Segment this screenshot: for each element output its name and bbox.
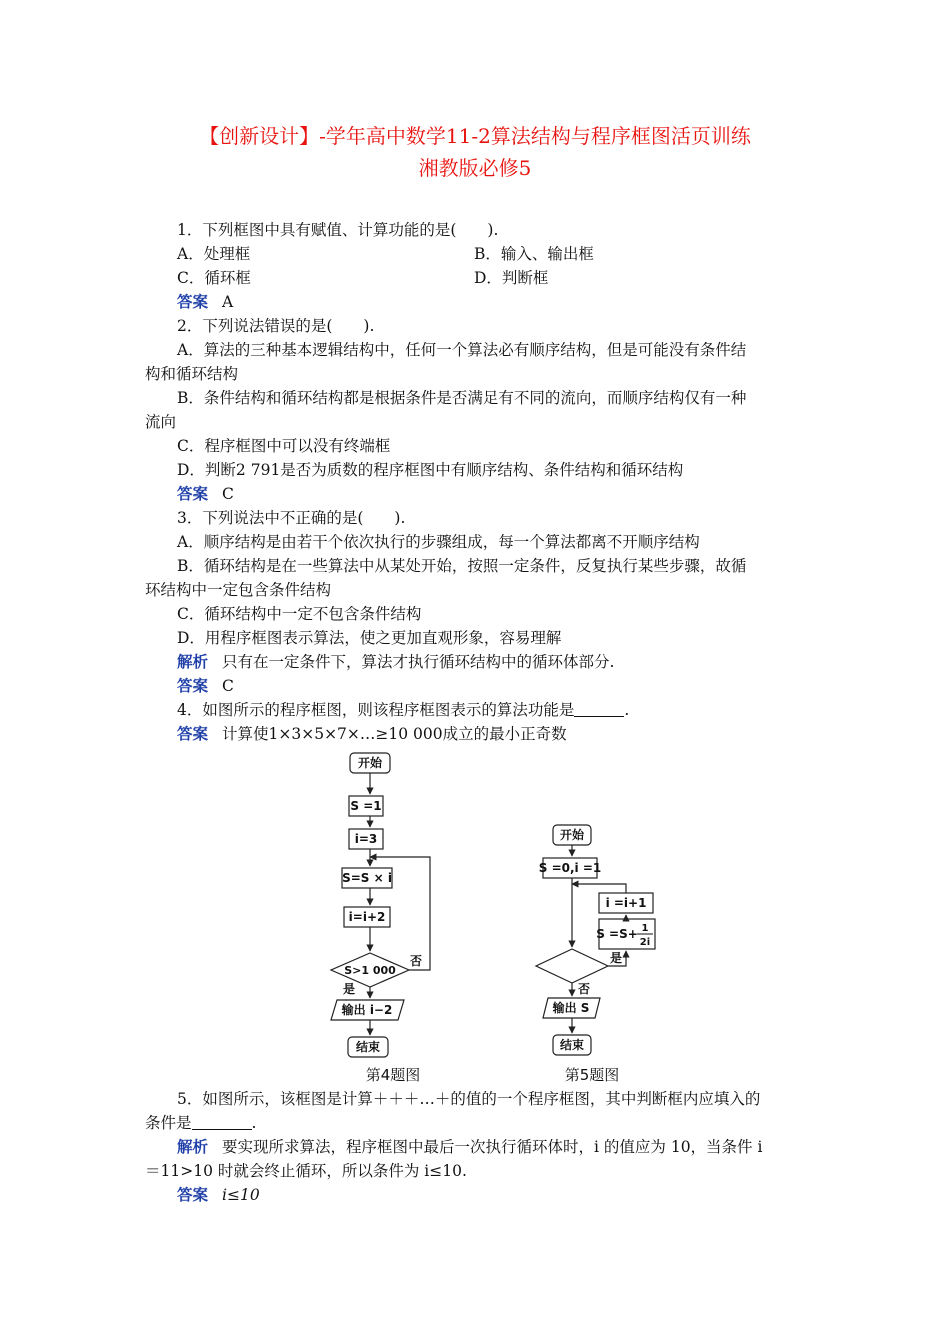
q2-option-b-line-1: B．条件结构和循环结构都是根据条件是否满足有不同的流向，而顺序结构仅有一种	[177, 389, 747, 407]
q1-option-c: C．循环框	[177, 269, 251, 287]
q5-answer-row	[177, 1184, 260, 1206]
q5-stem-end: .	[251, 1114, 257, 1132]
q3-option-d: D．用程序框图表示算法，使之更加直观形象，容易理解	[177, 629, 562, 647]
q3-option-b-line-2: 环结构中一定包含条件结构	[145, 581, 332, 599]
fig5-caption: 第5题图	[564, 1066, 620, 1084]
analysis-label: 解析	[177, 652, 209, 671]
fig5-output-label: 输出 S	[552, 1001, 590, 1015]
answer-label: 答案	[177, 676, 209, 695]
fig4-mult-label: S=S × i	[342, 871, 392, 885]
q2-answer-row	[177, 483, 234, 505]
q4-stem: 4．如图所示的程序框图，则该程序框图表示的算法功能是	[177, 701, 575, 719]
q4-blank	[574, 701, 624, 717]
q2-stem: 2．下列说法错误的是( ).	[177, 317, 375, 335]
q2-option-a-line-2: 构和循环结构	[145, 365, 239, 383]
fig4-yes-label: 是	[342, 982, 356, 996]
fig4-inc-label: i=i+2	[348, 910, 386, 924]
fig4-no-label: 否	[409, 954, 423, 968]
q4-answer: 计算使1×3×5×7×…≥10 000成立的最小正奇数	[222, 725, 567, 743]
q1-option-b: B．输入、输出框	[474, 245, 594, 263]
q3-analysis-row	[177, 651, 614, 673]
fig5-start-label: 开始	[559, 828, 585, 842]
fig4-end-label: 结束	[355, 1040, 381, 1054]
q2-option-c: C．程序框图中可以没有终端框	[177, 437, 391, 455]
q1-answer-row	[177, 291, 233, 313]
q1-answer: A	[222, 293, 234, 311]
answer-label: 答案	[177, 724, 209, 743]
fig5-no-label: 否	[577, 982, 591, 996]
q2-answer: C	[222, 485, 234, 503]
fig5-yes-label: 是	[609, 951, 623, 965]
q3-analysis: 只有在一定条件下，算法才执行循环结构中的循环体部分.	[222, 653, 615, 671]
q3-option-a: A．顺序结构是由若干个依次执行的步骤组成，每一个算法都离不开顺序结构	[177, 533, 700, 551]
answer-label: 答案	[177, 484, 209, 503]
q3-stem: 3．下列说法中不正确的是( ).	[177, 509, 406, 527]
q2-option-b-line-2: 流向	[145, 413, 177, 431]
q4-stem-row	[177, 699, 629, 721]
fig5-init-label: S =0,i =1	[538, 861, 602, 875]
q5-stem-line-2-row	[145, 1112, 256, 1134]
q2-option-d: D．判断2 791是否为质数的程序框图中有顺序结构、条件结构和循环结构	[177, 461, 684, 479]
answer-label: 答案	[177, 1185, 209, 1204]
fig4-cond-label: S>1 000	[344, 964, 396, 977]
q2-option-a-line-1: A．算法的三种基本逻辑结构中，任何一个算法必有顺序结构，但是可能没有条件结	[177, 341, 747, 359]
fig4-output-label: 输出 i−2	[341, 1003, 393, 1017]
fig5-sum-denominator: 2i	[639, 937, 651, 948]
q5-answer: i≤10	[222, 1186, 260, 1204]
q5-stem-line-2: 条件是	[145, 1114, 192, 1132]
fig5-end-label: 结束	[559, 1038, 585, 1052]
q3-answer: C	[222, 677, 234, 695]
fig4-s-init-label: S =1	[350, 799, 382, 813]
q1-option-d: D．判断框	[474, 269, 549, 287]
q3-answer-row	[177, 675, 234, 697]
fig5-sum-numerator: 1	[641, 923, 649, 934]
fig5-sum-prefix: S =S+	[596, 927, 638, 941]
fig5-decision-diamond	[536, 949, 608, 983]
q3-option-b-line-1: B．循环结构是在一些算法中从某处开始，按照一定条件，反复执行某些步骤，故循	[177, 557, 747, 575]
fig4-i-init-label: i=3	[354, 832, 378, 846]
answer-label: 答案	[177, 292, 209, 311]
q5-analysis-line-1: 要实现所求算法，程序框图中最后一次执行循环体时，i 的值应为 10，当条件 i	[222, 1138, 763, 1156]
q4-stem-end: .	[624, 701, 630, 719]
q1-option-a: A．处理框	[177, 245, 251, 263]
q5-analysis-line-2: ＝11>10 时就会终止循环，所以条件为 i≤10.	[145, 1162, 467, 1180]
q3-option-c: C．循环结构中一定不包含条件结构	[177, 605, 422, 623]
fig4-caption: 第4题图	[365, 1066, 421, 1084]
analysis-label: 解析	[177, 1137, 209, 1156]
q5-analysis-row	[177, 1136, 762, 1158]
q5-stem-line-1: 5．如图所示，该框图是计算＋＋＋…＋的值的一个程序框图，其中判断框内应填入的	[177, 1090, 761, 1108]
fig4-start-label: 开始	[357, 756, 383, 770]
flowchart-figures	[0, 740, 950, 1090]
document-title-line-1: 【创新设计】-学年高中数学11-2算法结构与程序框图活页训练	[199, 124, 751, 148]
document-title-line-2: 湘教版必修5	[418, 156, 532, 180]
q5-blank	[192, 1114, 252, 1130]
q1-stem: 1．下列框图中具有赋值、计算功能的是( ).	[177, 221, 499, 239]
fig5-inc-label: i =i+1	[605, 896, 647, 910]
